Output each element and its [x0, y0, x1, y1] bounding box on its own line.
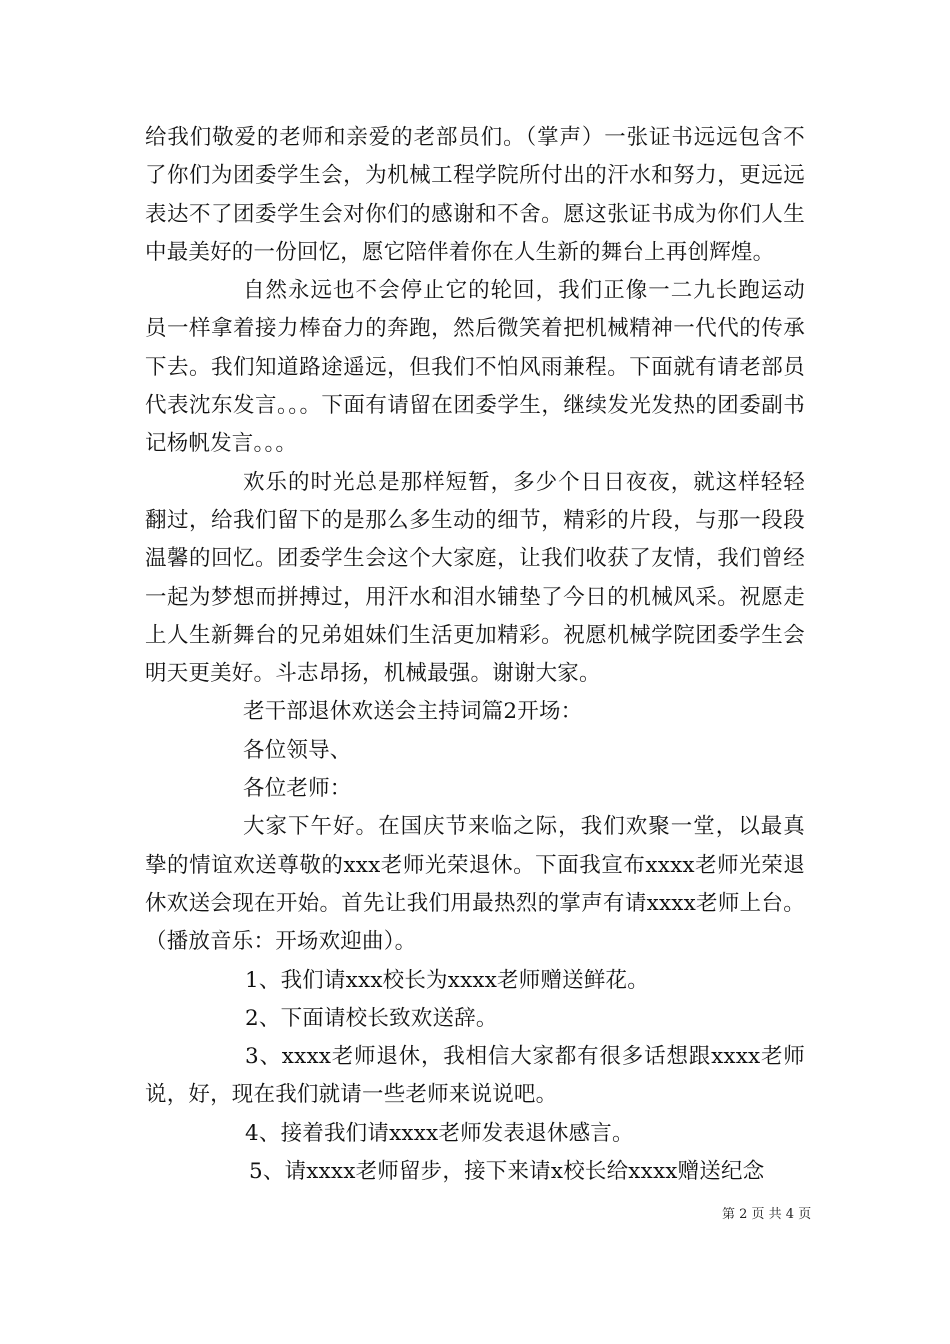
list-item-1: 1、我们请xxx校长为xxxx老师赠送鲜花。: [245, 967, 649, 993]
salutation-teachers: 各位老师：: [243, 776, 352, 802]
paragraph-certificate: 给我们敬爱的老师和亲爱的老部员们。（掌声）一张证书远远包含不了你们为团委学生会，为机械工程学院所付出的汗水和努力，更远远表达不了团委学生会对你们的感谢和不舍。愿这张证书成为你们人生中最美好的一份回忆，愿它陪伴着你在人生新的舞台上再创辉煌。: [145, 125, 805, 265]
list-item-5: 5、请xxxx老师留步，接下来请x校长给xxxx赠送纪念: [249, 1159, 765, 1185]
salutation-leaders: 各位领导、: [243, 737, 352, 763]
page-number-footer: 第 2 页 共 4 页: [722, 1207, 812, 1222]
paragraph-farewell-closing: 欢乐的时光总是那样短暂，多少个日日夜夜，就这样轻轻翻过，给我们留下的是那么多生动的细节，精彩的片段，与那一段段温馨的回忆。团委学生会这个大家庭，让我们收获了友情，我们曾经一起为梦想而拼搏过，用汗水和泪水铺垫了今日的机械风采。祝愿走上人生新舞台的兄弟姐妹们生活更加精彩。祝愿机械学院团委学生会明天更美好。斗志昂扬，机械最强。谢谢大家。: [145, 469, 805, 687]
paragraph-opening: 大家下午好。在国庆节来临之际，我们欢聚一堂，以最真挚的情谊欢送尊敬的xxx老师光荣退休。下面我宣布xxxx老师光荣退休欢送会现在开始。首先让我们用最热烈的掌声有请xxxx老师上台。（播放音乐：开场欢迎曲）。: [145, 814, 805, 955]
document-body: [145, 119, 805, 1191]
list-item-3: 3、xxxx老师退休，我相信大家都有很多话想跟xxxx老师说，好，现在我们就请一些老师来说说吧。: [145, 1044, 805, 1108]
paragraph-relay: 自然永远也不会停止它的轮回，我们正像一二九长跑运动员一样拿着接力棒奋力的奔跑，然后微笑着把机械精神一代代的传承下去。我们知道路途遥远，但我们不怕风雨兼程。下面就有请老部员代表沈东发言。。。下面有请留在团委学生，继续发光发热的团委副书记杨帆发言。。。: [145, 278, 805, 457]
section-heading: 老干部退休欢送会主持词篇2开场：: [243, 699, 583, 725]
list-item-2: 2、下面请校长致欢送辞。: [245, 1005, 498, 1031]
list-item-4: 4、接着我们请xxxx老师发表退休感言。: [245, 1120, 634, 1146]
